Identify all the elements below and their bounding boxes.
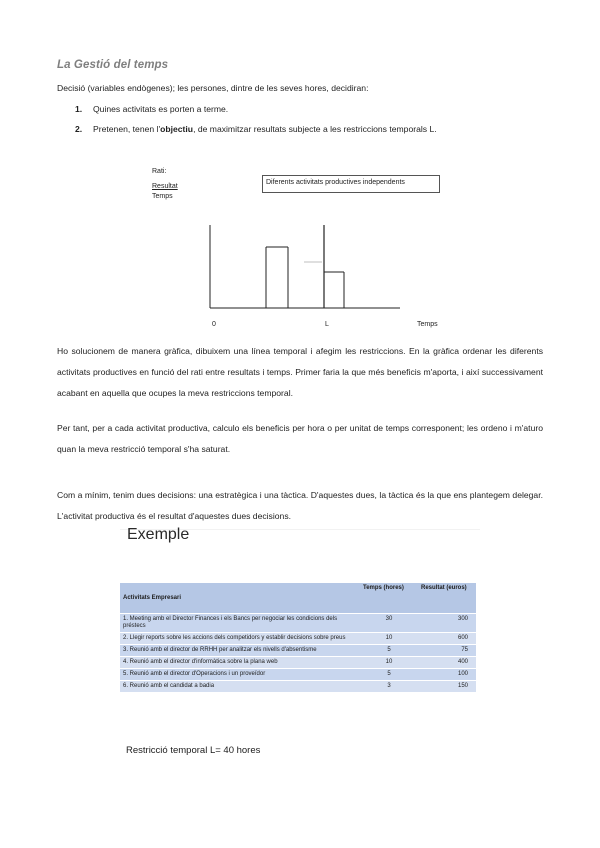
cell-activity: 5. Reunió amb el director d'Operacions i un proveïdor [120, 669, 360, 681]
cell-activity: 6. Reunió amb el candidat a badia [120, 681, 360, 693]
example-title: Exemple [127, 526, 190, 543]
list-number: 2. [75, 124, 83, 134]
y-label-line-3: Temps [152, 193, 173, 200]
paragraph-2: Per tant, per a cada activitat productiva, calculo els beneficis per hora o per unitat de temps corresponent; les ordeno i m'aturo quan la meva restricció temporal s'ha saturat. [57, 423, 543, 454]
list-number: 1. [75, 104, 83, 114]
paragraph-3: Com a mínim, tenim dues decisions: una estratègica i una tàctica. D'aquestes dues, la tàctica és la que ens plantegem delegar. L'activitat productiva és el resultat d'aquestes dues decisions. [57, 490, 543, 521]
legend-text: Diferents activitats productives independents [266, 179, 405, 186]
cell-activity: 1. Meeting amb el Director Finances i els Bancs per negociar les condicions dels préstecs [120, 614, 360, 633]
list-text: , de maximitzar resultats subjecte a les restriccions temporals L. [193, 124, 437, 134]
x-tick-0: 0 [212, 321, 216, 328]
table-row [120, 681, 476, 693]
list-text: Pretenen, tenen l' [93, 124, 161, 134]
cell-result: 100 [418, 669, 476, 681]
y-label-line-2: Resultat [152, 183, 178, 190]
header-hours: Temps (hores) [360, 583, 418, 614]
table-row [120, 645, 476, 657]
cell-result: 300 [418, 614, 476, 633]
cell-hours: 10 [360, 633, 418, 645]
section-title: La Gestió del temps [57, 59, 169, 71]
x-tick-L: L [325, 321, 329, 328]
intro-text: Decisió (variables endògenes); les persones, dintre de les seves hores, decidiran: [57, 83, 369, 93]
list-item [75, 104, 228, 114]
table-row [120, 614, 476, 633]
list-bold-text: objectiu [160, 124, 194, 134]
cell-activity: 4. Reunió amb el director d'informàtica sobre la plana web [120, 657, 360, 669]
ratio-chart [145, 165, 450, 335]
cell-result: 150 [418, 681, 476, 693]
y-label-line-1: Rati: [152, 168, 167, 175]
list-text: Quines activitats es porten a terme. [93, 104, 229, 114]
cell-hours: 3 [360, 681, 418, 693]
cell-hours: 5 [360, 669, 418, 681]
cell-result: 400 [418, 657, 476, 669]
cell-result: 600 [418, 633, 476, 645]
cell-hours: 10 [360, 657, 418, 669]
table-header-row [120, 583, 476, 614]
cell-activity: 3. Reunió amb el director de RRHH per analitzar els nivells d'absentisme [120, 645, 360, 657]
activities-table-wrap [120, 583, 476, 692]
paragraph-1: Ho solucionem de manera gràfica, dibuixem una línea temporal i afegim les restriccions. En la gràfica ordenar les diferents activitats productives en funció del rati entre resultats i temps. Primer faria la que més beneficis m'aporta, i així successivament acabant en aquella que ocupes la meva restriccions temporal. [57, 346, 543, 398]
header-result: Resultat (euros) [418, 583, 476, 614]
table-row [120, 657, 476, 669]
header-activity: Activitats Empresari [120, 583, 360, 614]
cell-activity: 2. Llegir reports sobre les accions dels competidors y establir decisions sobre preus [120, 633, 360, 645]
cell-hours: 30 [360, 614, 418, 633]
table-row [120, 669, 476, 681]
table-row [120, 633, 476, 645]
time-restriction: Restricció temporal L= 40 hores [126, 745, 261, 756]
cell-hours: 5 [360, 645, 418, 657]
x-axis-label: Temps [417, 321, 438, 328]
list-item [75, 124, 437, 134]
cell-result: 75 [418, 645, 476, 657]
activities-table [120, 583, 476, 692]
